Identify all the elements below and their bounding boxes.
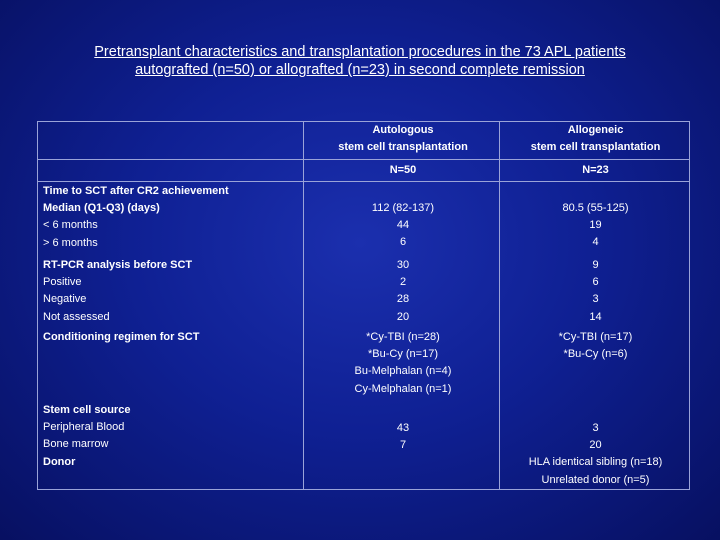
- value-line: 7: [399, 439, 407, 452]
- slide-title: [40, 43, 680, 79]
- value-line: 14: [589, 310, 602, 323]
- value-line: 6: [592, 276, 599, 289]
- value-line: *Bu-Cy (n=6): [563, 348, 628, 361]
- n-row-divider: [38, 181, 689, 182]
- characteristics-table: [37, 121, 690, 490]
- label-line: Bone marrow: [43, 438, 109, 451]
- value-line: 28: [396, 293, 410, 306]
- value-line: 2: [399, 276, 407, 289]
- title-line-2: autografted (n=50) or allografted (n=23) in second complete remission: [135, 62, 585, 78]
- row-label-rt-pcr: [43, 257, 303, 326]
- value-line: 20: [396, 310, 410, 323]
- rt-pcr-allogeneic: [501, 257, 690, 326]
- label-line: Positive: [43, 276, 82, 289]
- value-line: 80.5 (55-125): [562, 202, 629, 214]
- header-allogeneic-n: [501, 162, 690, 179]
- row-label-conditioning: [43, 329, 303, 346]
- header-autologous-n: [305, 162, 501, 179]
- label-line: Peripheral Blood: [43, 421, 125, 434]
- title-line-1: Pretransplant characteristics and transplantation procedures in the 73 APL patients: [94, 44, 626, 60]
- value-line: 20: [589, 439, 602, 452]
- label-line: Donor: [43, 455, 76, 468]
- label-line: Median (Q1-Q3) (days): [43, 202, 160, 215]
- header-autologous: [305, 122, 501, 156]
- autologous-n-value: N=50: [389, 164, 417, 176]
- value-line: 6: [399, 236, 407, 249]
- value-line: 3: [592, 293, 599, 306]
- rt-pcr-autologous: [305, 257, 501, 326]
- label-line: Time to SCT after CR2 achievement: [43, 185, 229, 197]
- header-autologous-line-2: stem cell transplantation: [338, 141, 468, 154]
- value-line: 19: [589, 219, 602, 232]
- row-label-stem-cell-source: [43, 402, 303, 471]
- label-line: > 6 months: [43, 236, 98, 249]
- value-line: 9: [592, 259, 599, 271]
- header-divider: [38, 159, 689, 160]
- time-to-sct-autologous: [305, 200, 501, 252]
- value-line: HLA identical sibling (n=18): [528, 456, 663, 469]
- conditioning-allogeneic: [501, 329, 690, 363]
- stem-cell-source-autologous: [305, 420, 501, 454]
- header-allogeneic-line-1: Allogeneic: [567, 124, 624, 136]
- label-line: < 6 months: [43, 219, 98, 232]
- stem-cell-source-allogeneic: [501, 420, 690, 489]
- header-allogeneic: [501, 122, 690, 156]
- header-autologous-line-1: Autologous: [372, 124, 434, 136]
- value-line: 112 (82-137): [371, 202, 435, 214]
- value-line: Unrelated donor (n=5): [541, 473, 650, 486]
- allogeneic-n-value: N=23: [582, 164, 609, 176]
- row-label-time-to-sct: [43, 183, 303, 252]
- value-line: 3: [592, 422, 599, 434]
- value-line: Bu-Melphalan (n=4): [354, 365, 452, 378]
- label-line: Negative: [43, 293, 87, 306]
- label-line: Conditioning regimen for SCT: [43, 331, 200, 343]
- header-allogeneic-line-2: stem cell transplantation: [530, 141, 661, 154]
- value-line: 44: [396, 219, 410, 232]
- value-line: 43: [396, 422, 410, 434]
- label-line: RT-PCR analysis before SCT: [43, 259, 193, 271]
- label-line: Not assessed: [43, 310, 110, 323]
- value-line: *Bu-Cy (n=17): [367, 348, 438, 361]
- value-line: 4: [592, 236, 599, 249]
- column-divider-1: [303, 122, 304, 489]
- label-line: Stem cell source: [43, 404, 131, 416]
- value-line: Cy-Melphalan (n=1): [354, 382, 452, 395]
- value-line: *Cy-TBI (n=17): [558, 331, 633, 343]
- value-line: *Cy-TBI (n=28): [366, 331, 440, 343]
- value-line: 30: [396, 259, 410, 271]
- conditioning-autologous: [305, 329, 501, 398]
- time-to-sct-allogeneic: [501, 200, 690, 252]
